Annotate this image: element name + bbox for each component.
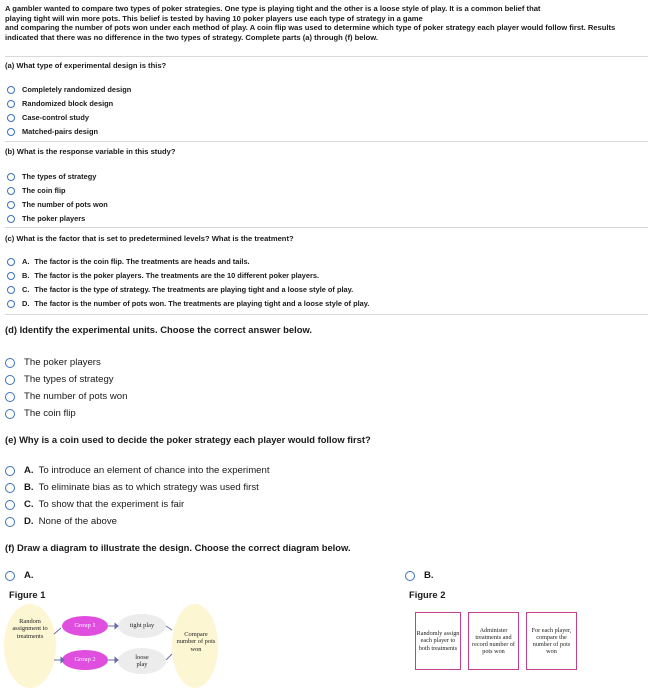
option-label: The coin flip (24, 408, 76, 419)
option-f-a[interactable] (5, 570, 39, 581)
option-c-a[interactable] (7, 257, 250, 266)
figure-2-box-administer-label: Administer treatments and record number of pots won (472, 626, 515, 656)
intro-line: playing tight will win more pots. This belief is tested by having 10 poker players use each type of strategy in a game (5, 13, 423, 23)
divider (5, 314, 648, 315)
option-label: The poker players (24, 357, 101, 368)
figure-1-arrows (4, 604, 214, 696)
intro-line: and comparing the number of pots won under each method of play. A coin flip was used to determine which type of poker strategy each player would follow first. Results (5, 23, 616, 33)
compare-label: Compare number of pots won (176, 631, 216, 653)
option-e-a[interactable] (5, 465, 270, 476)
option-c-c[interactable] (7, 285, 353, 294)
figure-2-diagram[interactable] (415, 612, 595, 672)
option-label: None of the above (38, 516, 118, 527)
problem-statement (5, 4, 650, 42)
option-letter: D. (22, 299, 30, 308)
option-label: The types of strategy (22, 172, 97, 181)
loose-play-label: loose play (135, 653, 149, 668)
question-c: (c) What is the factor that is set to predetermined levels? What is the treatment? (5, 234, 294, 243)
radio-button[interactable] (5, 409, 15, 419)
radio-button[interactable] (7, 300, 15, 308)
radio-button[interactable] (7, 86, 15, 94)
option-label: The factor is the coin flip. The treatments are heads and tails. (34, 257, 250, 266)
radio-button[interactable] (5, 571, 15, 581)
random-assignment-label: Random assignment to treatments (12, 618, 48, 640)
figure-1-diagram[interactable] (4, 604, 214, 696)
option-label: Completely randomized design (22, 85, 132, 94)
figure-2-box-compare-label: For each player, compare the number of pots won (531, 626, 572, 656)
option-label: The poker players (22, 214, 86, 223)
option-letter: C. (24, 499, 34, 510)
option-label: The factor is the number of pots won. The treatments are playing tight and a loose style of play. (34, 299, 370, 308)
option-d4[interactable] (5, 408, 76, 419)
divider (5, 56, 648, 57)
option-letter: C. (22, 285, 30, 294)
intro-line: A gambler wanted to compare two types of poker strategies. One type is playing tight and the other is a loose style of play. It is a common belief that (5, 4, 541, 13)
option-label: The types of strategy (24, 374, 114, 385)
radio-button[interactable] (7, 286, 15, 294)
radio-button[interactable] (5, 517, 15, 527)
radio-button[interactable] (5, 500, 15, 510)
figure-2-box-administer (468, 612, 519, 670)
group-2-label: Group 2 (74, 656, 96, 664)
question-d: (d) Identify the experimental units. Choose the correct answer below. (5, 324, 313, 335)
divider (5, 141, 648, 142)
option-d2[interactable] (5, 374, 114, 385)
radio-button[interactable] (5, 392, 15, 402)
option-label: To show that the experiment is fair (38, 499, 185, 510)
radio-button[interactable] (7, 187, 15, 195)
option-e-d[interactable] (5, 516, 117, 527)
option-label: The factor is the poker players. The treatments are the 10 different poker players. (34, 271, 320, 280)
option-letter: A. (24, 465, 34, 476)
option-letter: B. (22, 271, 30, 280)
figure-1-title: Figure 1 (9, 589, 46, 600)
option-label: The number of pots won (24, 391, 128, 402)
option-letter: D. (24, 516, 34, 527)
option-label: Case-control study (22, 113, 89, 122)
option-label: The number of pots won (22, 200, 108, 209)
radio-button[interactable] (5, 358, 15, 368)
radio-button[interactable] (7, 100, 15, 108)
option-label: Randomized block design (22, 99, 114, 108)
option-a3[interactable] (7, 113, 89, 122)
option-label: The coin flip (22, 186, 66, 195)
option-b2[interactable] (7, 186, 66, 195)
option-c-b[interactable] (7, 271, 319, 280)
radio-button[interactable] (7, 258, 15, 266)
option-letter: A. (22, 257, 30, 266)
radio-button[interactable] (5, 375, 15, 385)
option-b3[interactable] (7, 200, 108, 209)
radio-button[interactable] (7, 201, 15, 209)
intro-line: indicated that there was no difference in the two types of strategy. Complete parts (a) through (f) below. (5, 32, 378, 42)
option-f-b[interactable] (405, 570, 439, 581)
figure-2-box-compare (526, 612, 577, 670)
option-b4[interactable] (7, 214, 85, 223)
option-letter: B. (24, 482, 34, 493)
option-label: Matched-pairs design (22, 127, 98, 136)
question-a: (a) What type of experimental design is this? (5, 61, 167, 70)
option-label: To introduce an element of chance into the experiment (38, 465, 270, 476)
divider (5, 227, 648, 228)
option-a2[interactable] (7, 99, 113, 108)
question-e: (e) Why is a coin used to decide the poker strategy each player would follow first? (5, 434, 371, 445)
radio-button[interactable] (405, 571, 415, 581)
option-a1[interactable] (7, 85, 131, 94)
radio-button[interactable] (5, 483, 15, 493)
question-b: (b) What is the response variable in this study? (5, 147, 176, 156)
radio-button[interactable] (5, 466, 15, 476)
radio-button[interactable] (7, 128, 15, 136)
radio-button[interactable] (7, 173, 15, 181)
option-c-d[interactable] (7, 299, 369, 308)
option-letter: B. (424, 570, 434, 581)
option-letter: A. (24, 570, 34, 581)
figure-2-box-assign (415, 612, 461, 670)
option-label: To eliminate bias as to which strategy was used first (38, 482, 259, 493)
option-b1[interactable] (7, 172, 96, 181)
option-label: The factor is the type of strategy. The treatments are playing tight and a loose style of play. (34, 285, 354, 294)
option-a4[interactable] (7, 127, 98, 136)
option-e-b[interactable] (5, 482, 259, 493)
group-1-label: Group 1 (74, 622, 96, 630)
question-f: (f) Draw a diagram to illustrate the design. Choose the correct diagram below. (5, 542, 351, 553)
option-e-c[interactable] (5, 499, 184, 510)
figure-2-box-assign-label: Randomly assign each player to both treatments (416, 630, 460, 652)
option-d3[interactable] (5, 391, 127, 402)
radio-button[interactable] (7, 272, 15, 280)
radio-button[interactable] (7, 215, 15, 223)
option-d1[interactable] (5, 357, 101, 368)
radio-button[interactable] (7, 114, 15, 122)
figure-2-title: Figure 2 (409, 589, 446, 600)
tight-play-label: tight play (129, 622, 155, 630)
